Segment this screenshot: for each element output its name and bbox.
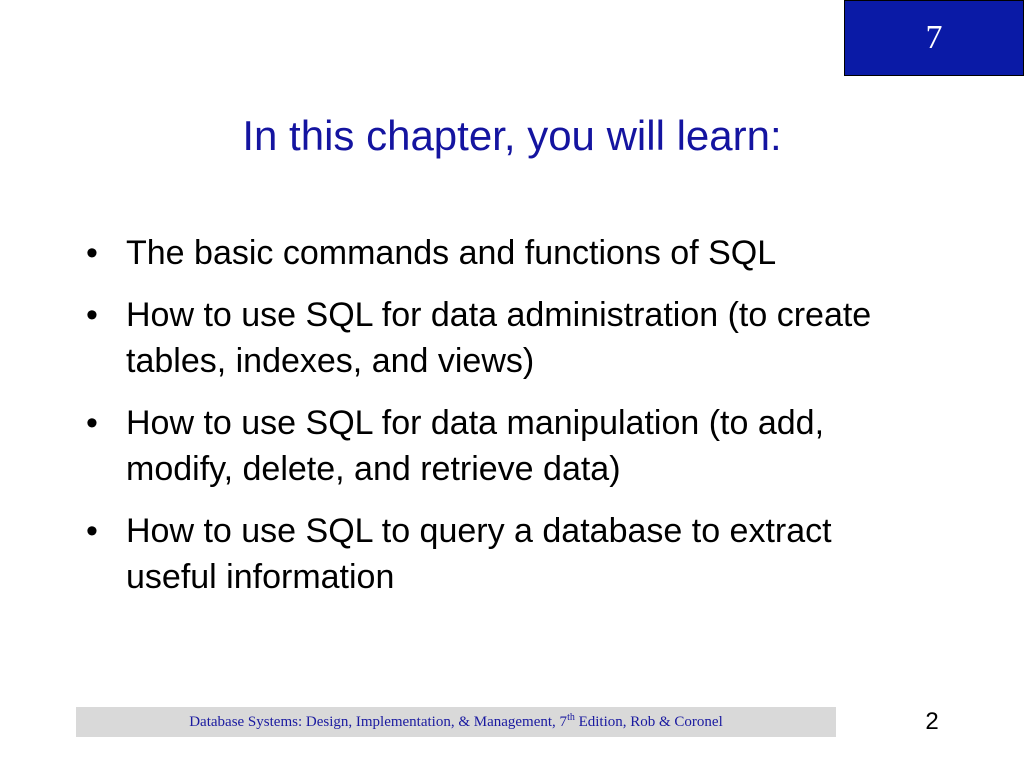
bullet-text: The basic commands and functions of SQL [126,234,777,272]
footer-citation-bar [76,707,836,737]
footer-text: Database Systems: Design, Implementation, & Management, 7 [189,714,568,730]
bullet-text: How to use SQL for data manipulation (to add, modify, delete, and retrieve data) [126,404,825,488]
bullet-text: How to use SQL for data administration (to create tables, indexes, and views) [126,296,872,380]
page-number: 2 [925,708,939,735]
bullet-marker: • [86,234,98,272]
bullet-item [86,508,906,600]
footer-superscript: th [567,712,575,723]
bullet-marker: • [86,512,98,550]
slide-title: In this chapter, you will learn: [242,112,782,159]
bullet-text: How to use SQL to query a database to extract useful information [126,512,832,596]
bullet-marker: • [86,296,98,334]
footer-text-end: Edition, Rob & Coronel [574,714,723,730]
bullet-marker: • [86,404,98,442]
bullet-item [86,292,906,384]
bullet-item [86,230,906,276]
chapter-number-badge: 7 [844,0,1024,76]
bullet-item [86,400,906,492]
bullet-list [86,230,906,616]
